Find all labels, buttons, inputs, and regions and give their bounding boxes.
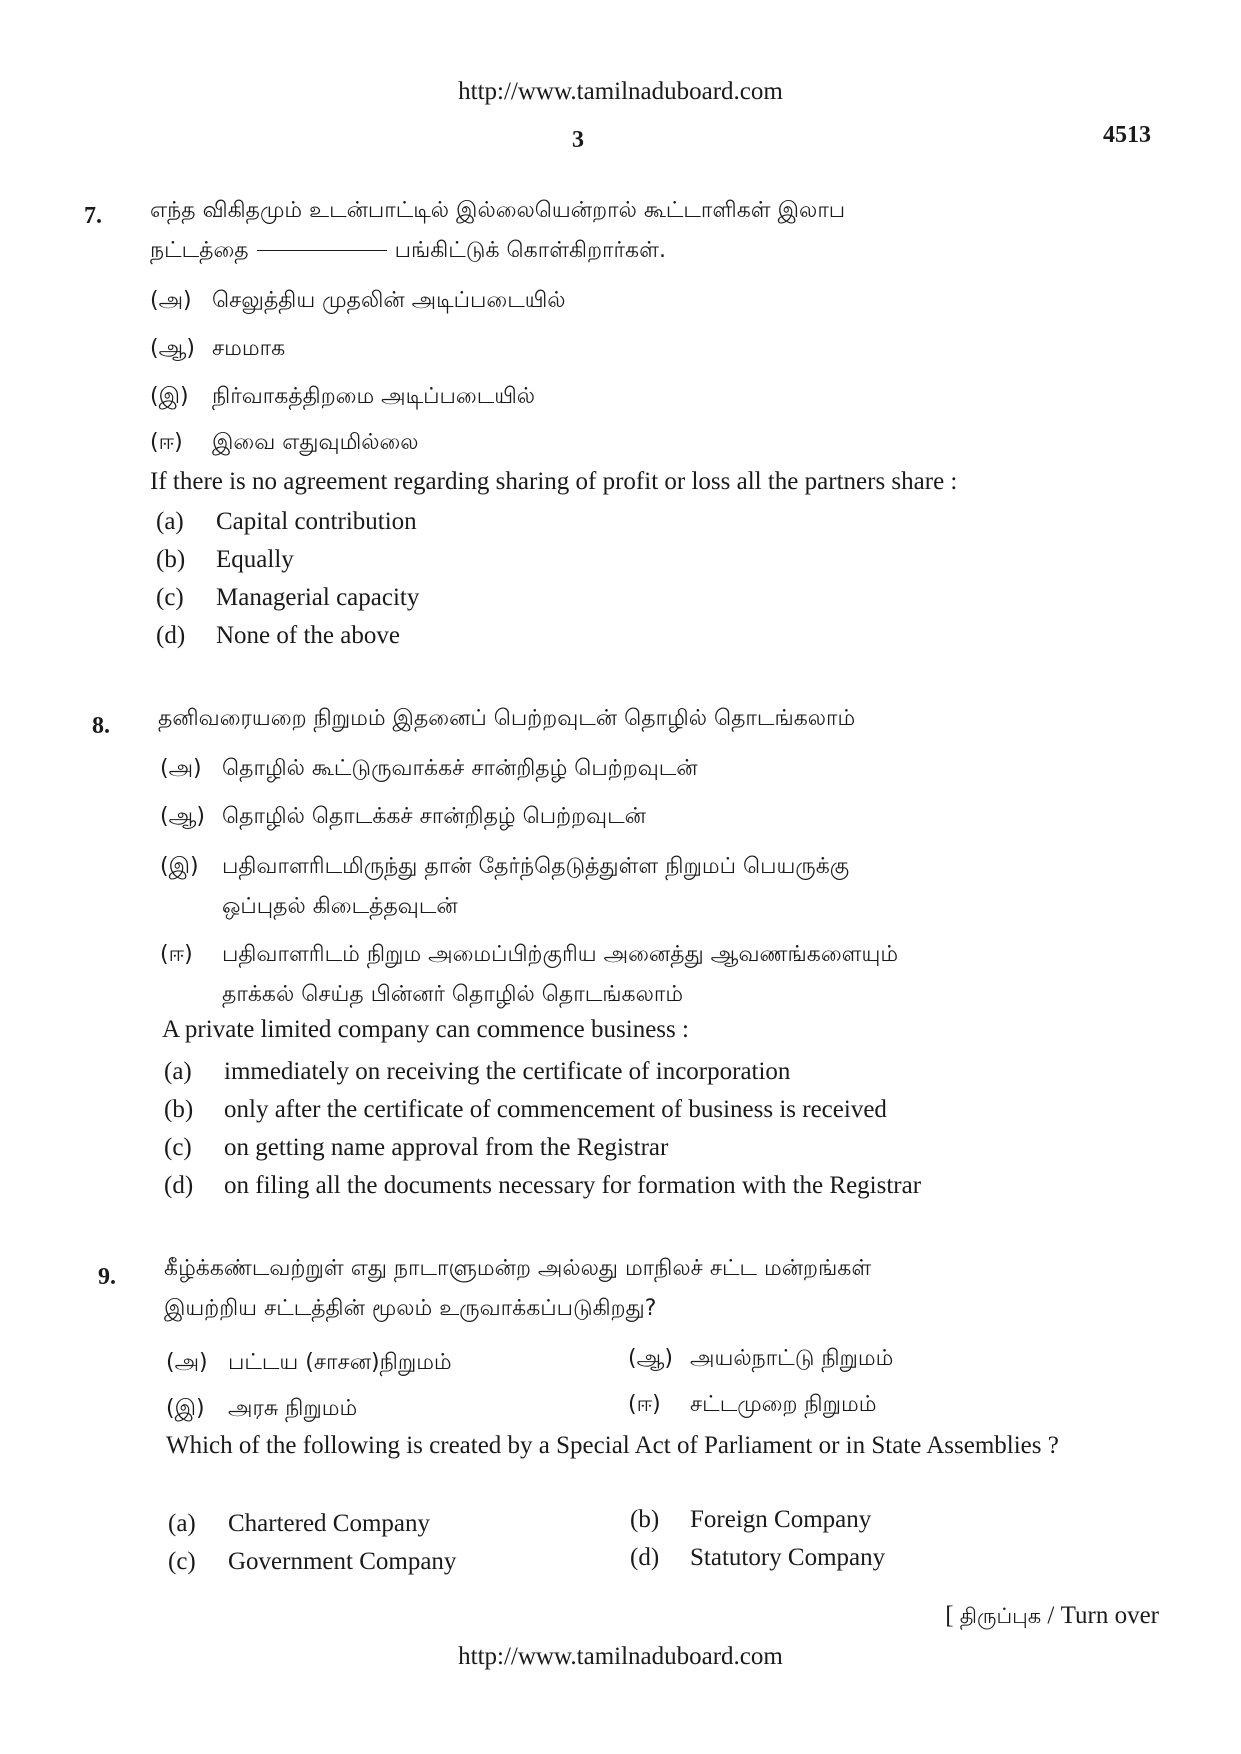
english-option: (d) Statutory Company	[630, 1544, 886, 1571]
english-option: (d) on filing all the documents necessary for formation with the Registrar	[164, 1172, 922, 1199]
english-option: (d) None of the above	[156, 622, 400, 649]
tamil-option: (ஈ) இவை எதுவுமில்லை	[150, 430, 419, 455]
english-option: (a) Capital contribution	[156, 508, 417, 535]
question-number: 9.	[98, 1264, 116, 1290]
tamil-option: (இ) நிர்வாகத்திறமை அடிப்படையில்	[150, 384, 536, 409]
english-option: (c) Managerial capacity	[156, 584, 420, 611]
question-tamil-text: தனிவரையறை நிறுமம் இதனைப் பெற்றவுடன் தொழில் தொடங்கலாம்	[158, 706, 856, 731]
question-english-text: If there is no agreement regarding sharing of profit or loss all the partners share :	[150, 468, 958, 495]
header-url: http://www.tamilnaduboard.com	[458, 78, 783, 105]
paper-code: 4513	[1103, 122, 1151, 148]
question-number: 7.	[84, 203, 102, 229]
english-option: (c) on getting name approval from the Registrar	[164, 1134, 669, 1161]
english-option: (a) Chartered Company	[168, 1510, 431, 1537]
tamil-option: (ஈ) சட்டமுறை நிறுமம்	[628, 1392, 877, 1417]
tamil-option: (இ) பதிவாளரிடமிருந்து தான் தேர்ந்தெடுத்துள்ள நிறுமப் பெயருக்கு	[160, 854, 850, 879]
question-english-text: Which of the following is created by a Special Act of Parliament or in State Assemblies ?	[166, 1432, 1059, 1459]
question-number: 8.	[92, 713, 110, 739]
tamil-option: (ஆ) அயல்நாட்டு நிறுமம்	[628, 1346, 894, 1371]
english-option: (b) only after the certificate of commencement of business is received	[164, 1096, 887, 1123]
answer-blank	[257, 250, 387, 251]
tamil-option-continuation: ஒப்புதல் கிடைத்தவுடன்	[222, 894, 458, 919]
english-option: (c) Government Company	[168, 1548, 457, 1575]
tamil-option: (ஆ) தொழில் தொடக்கச் சான்றிதழ் பெற்றவுடன்	[160, 804, 646, 829]
question-tamil-text: எந்த விகிதமும் உடன்பாட்டில் இல்லையென்றால் கூட்டாளிகள் இலாப	[150, 198, 846, 223]
tamil-option: (இ) அரசு நிறுமம்	[166, 1396, 358, 1421]
tamil-option: (ஈ) பதிவாளரிடம் நிறும அமைப்பிற்குரிய அனைத்து ஆவணங்களையும்	[160, 942, 899, 967]
tamil-option: (அ) தொழில் கூட்டுருவாக்கச் சான்றிதழ் பெற்றவுடன்	[160, 756, 698, 781]
page-number: 3	[572, 127, 584, 153]
tamil-option: (ஆ) சமமாக	[150, 336, 286, 361]
footer-url: http://www.tamilnaduboard.com	[458, 1643, 783, 1670]
tamil-option: (அ) செலுத்திய முதலின் அடிப்படையில்	[150, 288, 566, 313]
english-option: (b) Foreign Company	[630, 1506, 872, 1533]
turn-over-note: [ திருப்புக / Turn over	[945, 1602, 1159, 1629]
question-tamil-text: கீழ்க்கண்டவற்றுள் எது நாடாளுமன்ற அல்லது மாநிலச் சட்ட மன்றங்கள்	[164, 1256, 872, 1281]
english-option: (b) Equally	[156, 546, 294, 573]
tamil-option-continuation: தாக்கல் செய்த பின்னர் தொழில் தொடங்கலாம்	[222, 982, 684, 1007]
english-option: (a) immediately on receiving the certificate of incorporation	[164, 1058, 791, 1085]
question-tamil-text: நட்டத்தை பங்கிட்டுக் கொள்கிறார்கள்.	[150, 238, 666, 263]
question-english-text: A private limited company can commence business :	[162, 1016, 689, 1043]
question-tamil-text: இயற்றிய சட்டத்தின் மூலம் உருவாக்கப்படுகிறது?	[164, 1296, 657, 1321]
tamil-option: (அ) பட்டய (சாசன)நிறுமம்	[166, 1350, 452, 1375]
